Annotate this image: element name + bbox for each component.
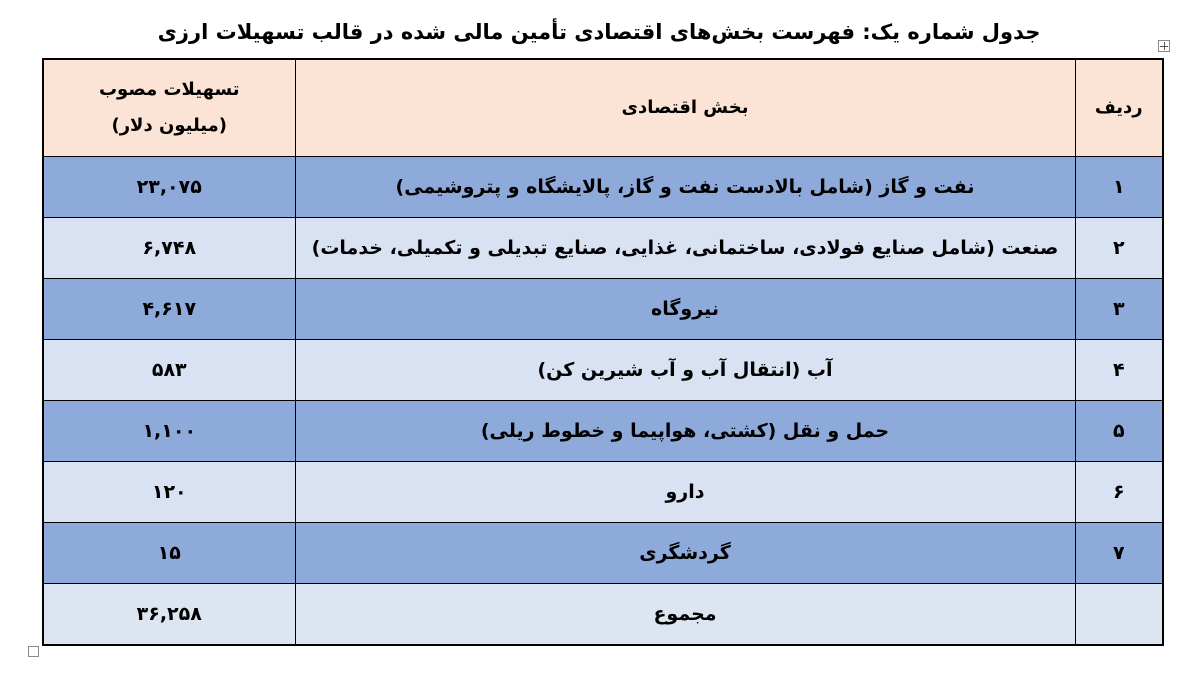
header-amount	[43, 59, 295, 157]
table-row	[43, 279, 1163, 340]
total-row-number	[1075, 584, 1163, 646]
table-total-row	[43, 584, 1163, 646]
header-amount-line1: تسهیلات مصوب	[98, 79, 240, 100]
table-row	[43, 523, 1163, 584]
row-number: ۶	[1075, 462, 1163, 523]
row-sector: حمل و نقل (کشتی، هواپیما و خطوط ریلی)	[295, 401, 1075, 462]
header-sector: بخش اقتصادی	[295, 59, 1075, 157]
row-amount: ۱۵	[43, 523, 295, 584]
table-move-handle-icon[interactable]	[1158, 40, 1170, 52]
row-amount: ۱۲۰	[43, 462, 295, 523]
total-amount: ۳۶,۲۵۸	[43, 584, 295, 646]
row-amount: ۵۸۳	[43, 340, 295, 401]
row-sector: صنعت (شامل صنایع فولادی، ساختمانی، غذایی، صنایع تبدیلی و تکمیلی، خدمات)	[295, 218, 1075, 279]
row-sector: نیروگاه	[295, 279, 1075, 340]
sectors-table	[42, 58, 1164, 646]
table-row	[43, 340, 1163, 401]
table-row	[43, 401, 1163, 462]
row-number: ۲	[1075, 218, 1163, 279]
table-row	[43, 218, 1163, 279]
row-number: ۳	[1075, 279, 1163, 340]
table-row	[43, 157, 1163, 218]
table-caption: جدول شماره یک: فهرست بخش‌های اقتصادی تأمین مالی شده در قالب تسهیلات ارزی	[157, 20, 1041, 44]
row-number: ۷	[1075, 523, 1163, 584]
row-number: ۱	[1075, 157, 1163, 218]
row-number: ۵	[1075, 401, 1163, 462]
row-sector: گردشگری	[295, 523, 1075, 584]
row-amount: ۴,۶۱۷	[43, 279, 295, 340]
row-amount: ۶,۷۴۸	[43, 218, 295, 279]
table-resize-handle-icon[interactable]	[28, 646, 39, 657]
row-number: ۴	[1075, 340, 1163, 401]
header-amount-line2: (میلیون دلار)	[111, 115, 228, 136]
row-amount: ۲۳,۰۷۵	[43, 157, 295, 218]
row-amount: ۱,۱۰۰	[43, 401, 295, 462]
header-row-no: ردیف	[1075, 59, 1163, 157]
row-sector: دارو	[295, 462, 1075, 523]
table-row	[43, 462, 1163, 523]
row-sector: آب (انتقال آب و آب شیرین کن)	[295, 340, 1075, 401]
table-header-row	[43, 59, 1163, 157]
total-label: مجموع	[295, 584, 1075, 646]
row-sector: نفت و گاز (شامل بالادست نفت و گاز، پالایشگاه و پتروشیمی)	[295, 157, 1075, 218]
